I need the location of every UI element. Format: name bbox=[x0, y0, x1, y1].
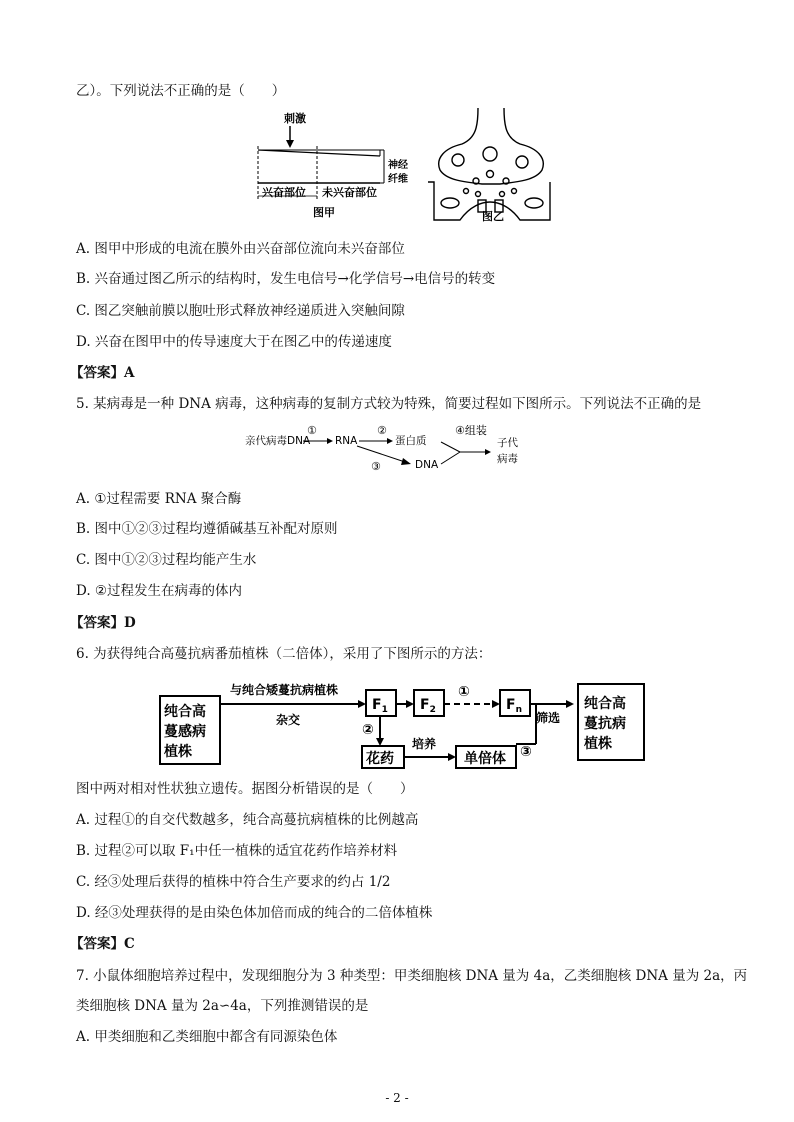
step-2-marker: ② bbox=[362, 722, 374, 738]
q7-option-a: A. 甲类细胞和乙类细胞中都含有同源染色体 bbox=[76, 1029, 338, 1045]
step-1-marker: ① bbox=[458, 684, 470, 700]
nerve-label-2: 纤维 bbox=[388, 174, 408, 185]
anther-box: 花药 bbox=[366, 751, 394, 767]
culture-label: 培养 bbox=[412, 737, 437, 751]
q6-option-b: B. 过程②可以取 F₁中任一植株的适宜花药作培养材料 bbox=[76, 843, 398, 859]
step-4-label: ④组装 bbox=[455, 424, 487, 437]
q5-stem: 5. 某病毒是一种 DNA 病毒，这种病毒的复制方式较为特殊，简要过程如下图所示。下列说法不正确的是 bbox=[76, 396, 702, 412]
step-3-label: ③ bbox=[371, 460, 381, 473]
end-box-line-3: 植株 bbox=[584, 736, 612, 752]
protein-label: 蛋白质 bbox=[395, 435, 427, 447]
excited-label: 兴奋部位 bbox=[262, 186, 306, 199]
unexcited-label: 未兴奋部位 bbox=[322, 186, 377, 199]
rna-label: RNA bbox=[335, 435, 358, 447]
q5-answer: 【答案】D bbox=[70, 615, 136, 631]
end-box-line-1: 纯合高 bbox=[584, 696, 626, 712]
fn-box: $F_n$ bbox=[506, 697, 522, 715]
q5-option-a: A. ①过程需要 RNA 聚合酶 bbox=[76, 491, 242, 507]
step-2-label: ② bbox=[377, 424, 387, 437]
q6-after-figure: 图中两对相对性状独立遗传。据图分析错误的是（ ） bbox=[76, 781, 414, 797]
q4-answer: 【答案】A bbox=[70, 365, 135, 381]
step-1-label: ① bbox=[307, 424, 317, 437]
f1-box: $F_1$ bbox=[372, 697, 388, 715]
nerve-label-1: 神经 bbox=[388, 160, 408, 171]
q4-figure bbox=[250, 108, 560, 226]
q6-option-a: A. 过程①的自交代数越多，纯合高蔓抗病植株的比例越高 bbox=[76, 812, 419, 828]
q5-option-c: C. 图中①②③过程均能产生水 bbox=[76, 552, 257, 568]
q4-option-c: C. 图乙突触前膜以胞吐形式释放神经递质进入突触间隙 bbox=[76, 303, 405, 319]
q6-option-d: D. 经③处理获得的是由染色体加倍而成的纯合的二倍体植株 bbox=[76, 905, 433, 921]
fig-jia-caption: 图甲 bbox=[313, 206, 335, 219]
q4-option-a: A. 图甲中形成的电流在膜外由兴奋部位流向未兴奋部位 bbox=[76, 241, 405, 257]
page-number: - 2 - bbox=[385, 1091, 409, 1105]
q6-answer: 【答案】C bbox=[70, 936, 135, 952]
q5-option-d: D. ②过程发生在病毒的体内 bbox=[76, 583, 243, 599]
q7-stem-line-1: 7. 小鼠体细胞培养过程中，发现细胞分为 3 种类型：甲类细胞核 DNA 量为 4a，乙类细胞核 DNA 量为 2a，丙 bbox=[76, 968, 748, 984]
q4-option-d: D. 兴奋在图甲中的传导速度大于在图乙中的传递速度 bbox=[76, 334, 392, 350]
q7-stem-line-2: 类细胞核 DNA 量为 2a∽4a，下列推测错误的是 bbox=[76, 998, 369, 1014]
dna-label: DNA bbox=[415, 459, 439, 471]
q5-figure bbox=[245, 420, 545, 476]
haploid-box: 单倍体 bbox=[464, 751, 506, 767]
q6-option-c: C. 经③处理后获得的植株中符合生产要求的约占 1/2 bbox=[76, 874, 391, 890]
parent-dna-label: 亲代病毒DNA bbox=[245, 435, 311, 447]
start-box-line-2: 蔓感病 bbox=[164, 724, 206, 740]
q4-option-b: B. 兴奋通过图乙所示的结构时，发生电信号→化学信号→电信号的转变 bbox=[76, 271, 496, 287]
f2-box: $F_2$ bbox=[420, 697, 436, 715]
start-box-line-3: 植株 bbox=[164, 744, 192, 760]
child-virus-label-2: 病毒 bbox=[497, 453, 518, 465]
child-virus-label-1: 子代 bbox=[497, 437, 518, 449]
end-box-line-2: 蔓抗病 bbox=[584, 716, 626, 732]
stimulus-label: 刺激 bbox=[284, 112, 306, 125]
q6-stem: 6. 为获得纯合高蔓抗病番茄植株（二倍体），采用了下图所示的方法： bbox=[76, 646, 492, 662]
q5-option-b: B. 图中①②③过程均遵循碱基互补配对原则 bbox=[76, 521, 338, 537]
start-box-line-1: 纯合高 bbox=[164, 704, 206, 720]
step-3-marker: ③ bbox=[520, 744, 532, 760]
synapse-drawing bbox=[428, 108, 550, 220]
cross-label-2: 杂交 bbox=[276, 713, 301, 727]
cross-label-1: 与纯合矮蔓抗病植株 bbox=[230, 683, 339, 697]
select-label: 筛选 bbox=[536, 711, 561, 725]
q6-figure bbox=[158, 676, 678, 776]
fig-yi-caption: 图乙 bbox=[482, 210, 504, 223]
q4-stem-tail: 乙）。下列说法不正确的是（ ） bbox=[76, 83, 286, 99]
